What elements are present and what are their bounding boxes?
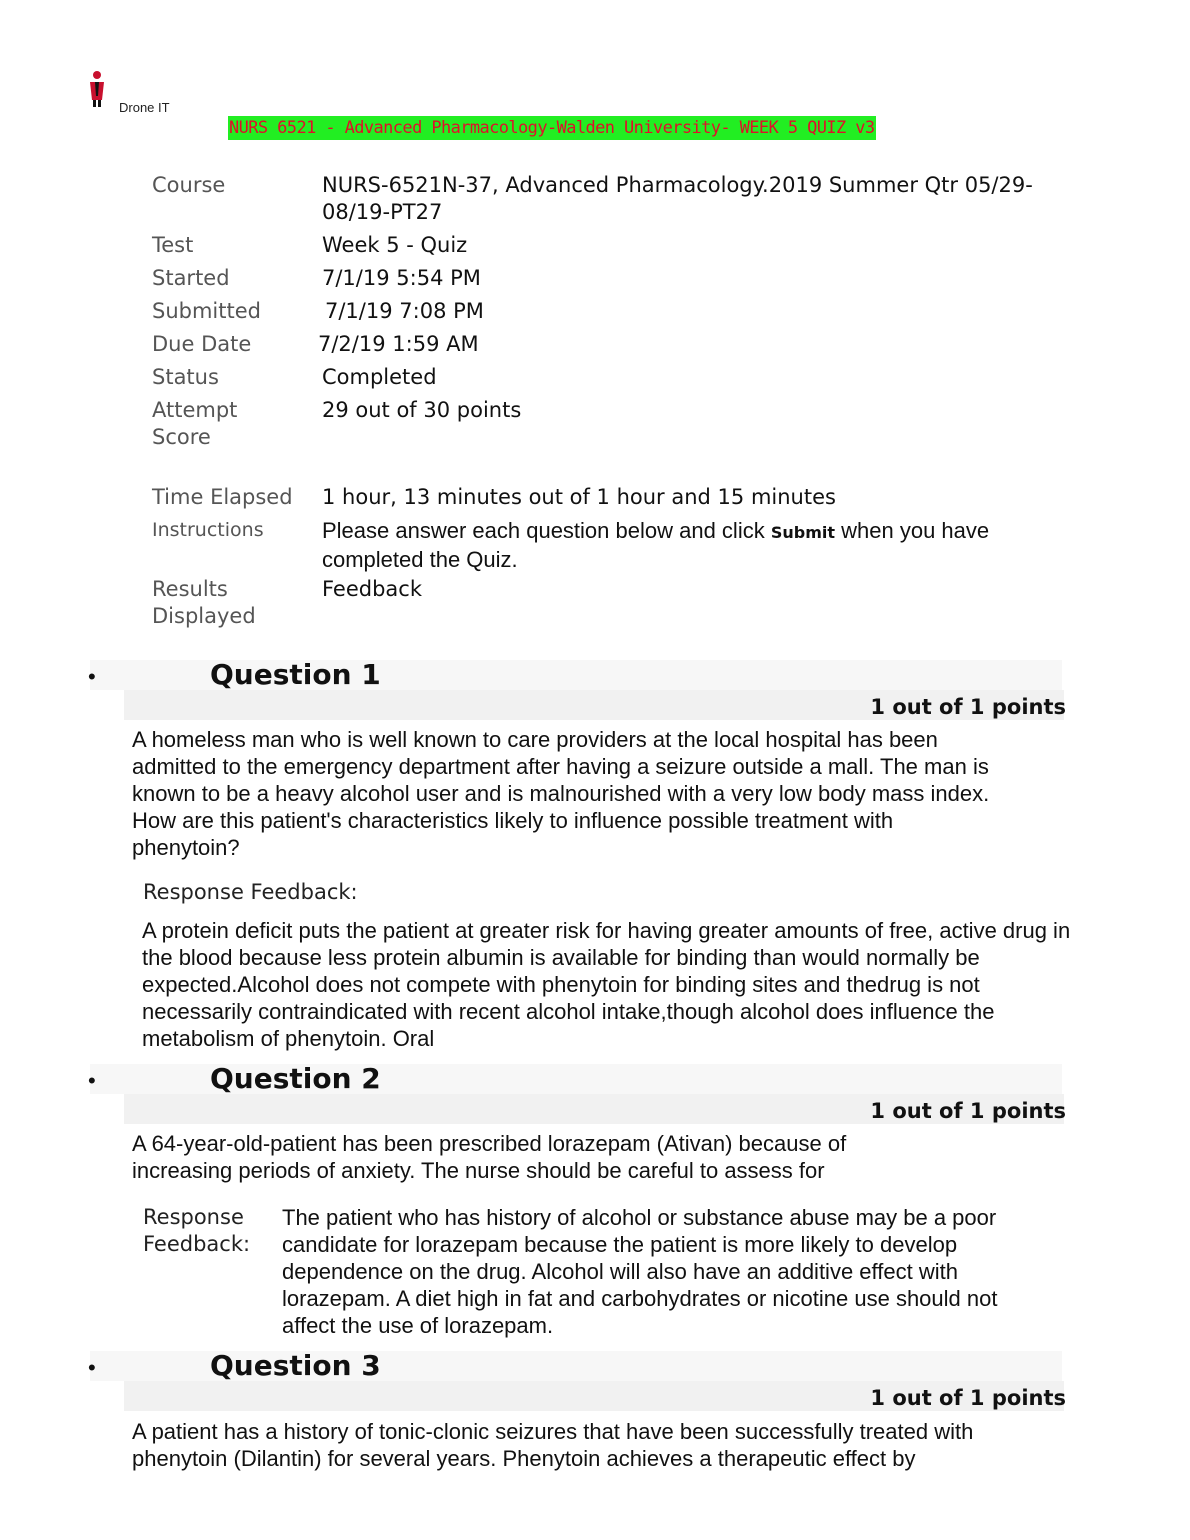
list-bullet: • [88,664,96,689]
instructions-label: Instructions [152,519,264,541]
document-title-banner: NURS 6521 - Advanced Pharmacology-Walden University- WEEK 5 QUIZ v3 [229,118,875,138]
question-text: A homeless man who is well known to care providers at the local hospital has been admitted to the emergency department after having a seizure outside a mall. The man is known to be a heavy alcohol user and is malnourished with a very low body mass index. How are this patient's characteristics likely to influence possible treatment with phenytoin? [132,727,990,860]
question-title: Question 2 [210,1062,381,1095]
submitted-label: Submitted [152,299,261,323]
response-feedback-text: The patient who has history of alcohol or substance abuse may be a poor candidate for lorazepam because the patient is more likely to develop dependence on the drug. Alcohol will also have an additive effect with lorazepam. A diet high in fat and carbohydrates or nicotine use should not affect the use of lorazepam. [282,1205,998,1338]
time-elapsed-value: 1 hour, 13 minutes out of 1 hour and 15 minutes [322,485,836,509]
started-value: 7/1/19 5:54 PM [322,266,481,290]
attempt-score-value: 29 out of 30 points [322,398,522,422]
due-date-value: 7/2/19 1:59 AM [318,332,479,356]
test-value: Week 5 - Quiz [322,233,468,257]
question-text: A 64-year-old-patient has been prescribed lorazepam (Ativan) because of increasing periods of anxiety. The nurse should be careful to assess for [132,1131,847,1183]
instructions-text-start: Please answer each question below and click [322,518,765,543]
list-bullet: • [88,1355,96,1380]
question-text: A patient has a history of tonic-clonic seizures that have been successfully treated with phenytoin (Dilantin) for several years. Phenytoin achieves a therapeutic effect by [132,1419,974,1471]
instructions-text-end: when you have completed the Quiz. [322,518,990,572]
question-points: 1 out of 1 points [870,1386,1066,1410]
question-points: 1 out of 1 points [870,695,1066,719]
started-label: Started [152,266,230,290]
question-points: 1 out of 1 points [870,1099,1066,1123]
results-displayed-label: Results Displayed [152,577,256,628]
time-elapsed-label: Time Elapsed [152,485,293,509]
instructions-value [322,517,1062,573]
course-label: Course [152,173,226,197]
list-bullet: • [88,1068,96,1093]
status-label: Status [152,365,219,389]
submitted-value: 7/1/19 7:08 PM [325,299,484,323]
response-feedback-text: A protein deficit puts the patient at greater risk for having greater amounts of free, active drug in the blood because less protein albumin is available for binding than would normally be expected.Alcohol does not compete with phenytoin for binding sites and thedrug is not necessarily contraindicated with recent alcohol intake,though alcohol does influence the metabolism of phenytoin. Oral [142,918,1071,1051]
question-title: Question 3 [210,1349,381,1382]
response-feedback-label: Response Feedback: [143,880,358,904]
results-displayed-value: Feedback [322,577,423,601]
test-label: Test [152,233,194,257]
question-title: Question 1 [210,658,381,691]
brand-name: Drone IT [119,100,170,115]
response-feedback-label: Response Feedback: [143,1205,251,1256]
status-value: Completed [322,365,437,389]
attempt-score-label: Attempt Score [152,398,238,449]
logo-icon [84,70,114,110]
submit-keyword: Submit [770,523,836,542]
due-date-label: Due Date [152,332,252,356]
course-value: NURS-6521N-37, Advanced Pharmacology.2019 Summer Qtr 05/29-08/19-PT27 [322,173,1033,224]
